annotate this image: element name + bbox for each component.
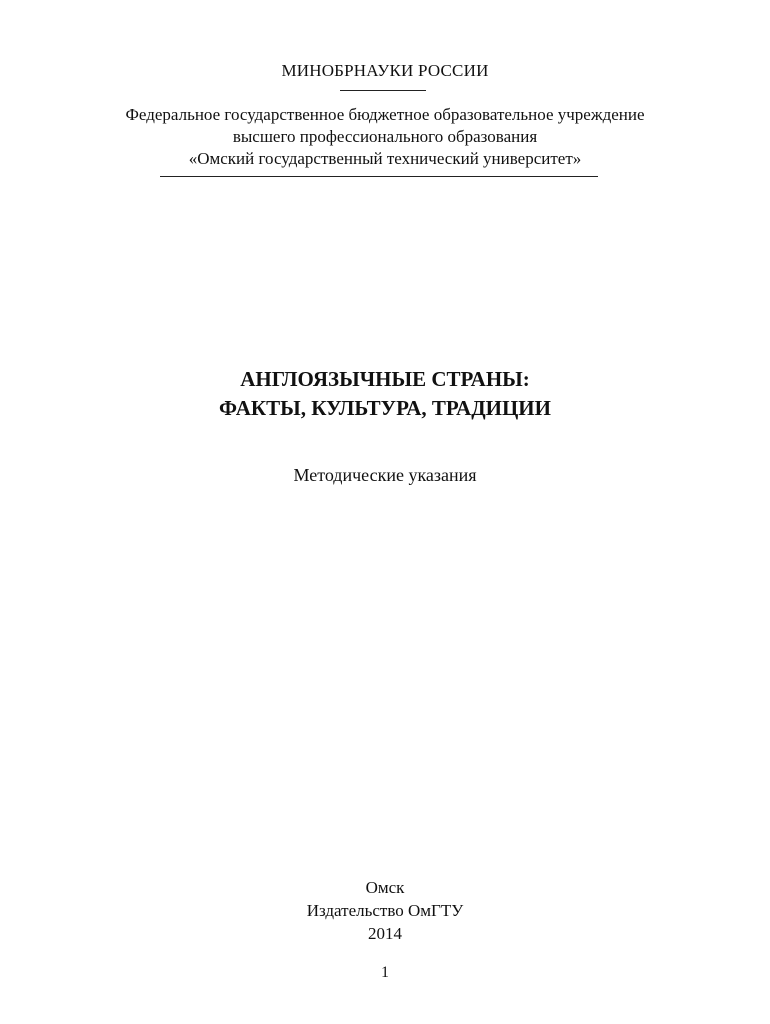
document-title-line-2: ФАКТЫ, КУЛЬТУРА, ТРАДИЦИИ	[219, 396, 551, 420]
institution-line-2: высшего профессионального образования	[232, 127, 538, 146]
imprint-year: 2014	[368, 924, 402, 943]
long-divider	[160, 176, 598, 177]
institution-line-3: «Омский государственный технический университет»	[188, 149, 582, 168]
ministry-name: МИНОБРНАУКИ РОССИИ	[281, 61, 489, 80]
imprint-publisher: Издательство ОмГТУ	[306, 901, 464, 920]
page-number: 1	[381, 964, 389, 981]
imprint-city: Омск	[365, 878, 405, 897]
document-subtitle: Методические указания	[293, 465, 477, 485]
institution-line-1: Федеральное государственное бюджетное образовательное учреждение	[125, 105, 645, 124]
short-divider	[340, 90, 426, 91]
document-title-line-1: АНГЛОЯЗЫЧНЫЕ СТРАНЫ:	[240, 367, 530, 391]
